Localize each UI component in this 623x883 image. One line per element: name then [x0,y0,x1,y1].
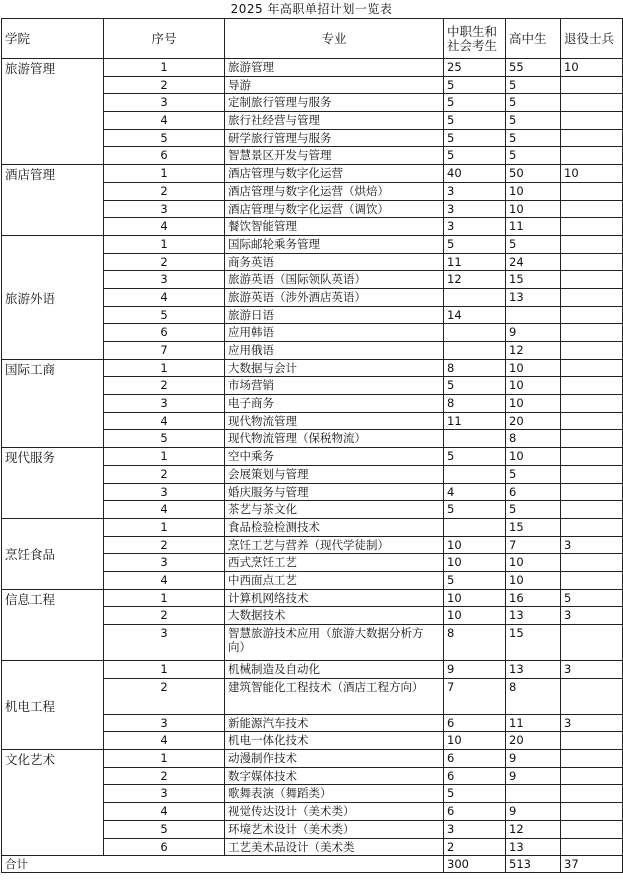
highschool-cell: 5 [506,129,561,147]
vocational-cell: 8 [444,625,506,661]
table-row [2,589,623,607]
college-name: 烹饪食品 [2,518,104,589]
veteran-cell [561,324,623,342]
highschool-cell: 11 [506,218,561,236]
seq-cell: 4 [104,501,225,519]
seq-cell: 2 [104,182,225,200]
vocational-cell: 5 [444,235,506,253]
veteran-cell [561,820,623,838]
highschool-cell: 10 [506,554,561,572]
major-cell: 机械制造及自动化 [225,661,444,679]
highschool-cell: 13 [506,607,561,625]
seq-cell: 2 [104,607,225,625]
page-title: 2025 年高职单招计划一览表 [230,2,393,16]
veteran-cell [561,306,623,324]
highschool-cell: 16 [506,589,561,607]
highschool-cell: 8 [506,430,561,448]
vocational-cell: 3 [444,820,506,838]
highschool-cell: 15 [506,625,561,661]
major-cell: 大数据技术 [225,607,444,625]
vocational-cell: 5 [444,147,506,165]
table-row [2,448,623,466]
major-cell: 茶艺与茶文化 [225,501,444,519]
seq-cell: 4 [104,732,225,750]
seq-cell: 3 [104,785,225,803]
major-cell: 中西面点工艺 [225,571,444,589]
veteran-cell [561,235,623,253]
seq-cell: 3 [104,200,225,218]
veteran-cell [561,395,623,413]
seq-cell: 1 [104,235,225,253]
vocational-cell: 10 [444,607,506,625]
major-cell: 婚庆服务与管理 [225,483,444,501]
highschool-cell: 55 [506,59,561,77]
veteran-cell [561,112,623,130]
total-vocational: 300 [444,856,506,873]
highschool-cell: 20 [506,412,561,430]
veteran-cell [561,76,623,94]
vocational-cell: 25 [444,59,506,77]
major-cell: 现代物流管理 [225,412,444,430]
seq-cell: 2 [104,536,225,554]
highschool-cell: 10 [506,571,561,589]
highschool-cell: 10 [506,359,561,377]
veteran-cell [561,554,623,572]
major-cell: 旅游日语 [225,306,444,324]
highschool-cell: 11 [506,714,561,732]
highschool-cell [506,306,561,324]
highschool-cell: 5 [506,94,561,112]
seq-cell: 1 [104,448,225,466]
vocational-cell: 8 [444,395,506,413]
highschool-cell: 10 [506,377,561,395]
major-cell: 智慧旅游技术应用（旅游大数据分析方向） [225,625,444,661]
vocational-cell: 3 [444,218,506,236]
highschool-cell: 5 [506,501,561,519]
highschool-cell [506,785,561,803]
veteran-cell [561,678,623,714]
table-row [2,661,623,679]
major-cell: 市场营销 [225,377,444,395]
seq-cell: 5 [104,820,225,838]
major-cell: 应用韩语 [225,324,444,342]
seq-cell: 3 [104,625,225,661]
vocational-cell: 6 [444,767,506,785]
vocational-cell [444,342,506,360]
highschool-cell: 5 [506,112,561,130]
highschool-cell: 13 [506,661,561,679]
major-cell: 旅游英语（国际领队英语） [225,271,444,289]
seq-cell: 3 [104,94,225,112]
vocational-cell: 12 [444,271,506,289]
major-cell: 商务英语 [225,253,444,271]
highschool-cell: 9 [506,803,561,821]
veteran-cell [561,483,623,501]
highschool-cell: 10 [506,200,561,218]
highschool-cell: 15 [506,271,561,289]
highschool-cell: 12 [506,342,561,360]
total-label: 合计 [2,856,444,873]
major-cell: 研学旅行管理与服务 [225,129,444,147]
major-cell: 歌舞表演（舞蹈类） [225,785,444,803]
major-cell: 烹饪工艺与营养（现代学徒制） [225,536,444,554]
total-veteran: 37 [561,856,623,873]
veteran-cell [561,147,623,165]
major-cell: 空中乘务 [225,448,444,466]
major-cell: 工艺美术品设计（美术类 [225,838,444,856]
vocational-cell [444,465,506,483]
veteran-cell [561,785,623,803]
table-row [2,359,623,377]
vocational-cell: 10 [444,589,506,607]
major-cell: 会展策划与管理 [225,465,444,483]
highschool-cell: 5 [506,76,561,94]
veteran-cell: 3 [561,714,623,732]
college-name: 国际工商 [2,359,104,447]
total-highschool: 513 [506,856,561,873]
veteran-cell [561,518,623,536]
major-cell: 餐饮智能管理 [225,218,444,236]
veteran-cell [561,129,623,147]
table-row [2,59,623,77]
seq-cell: 3 [104,554,225,572]
major-cell: 环境艺术设计（美术类） [225,820,444,838]
vocational-cell [444,324,506,342]
seq-cell: 5 [104,129,225,147]
seq-cell: 4 [104,218,225,236]
header-seq: 序号 [104,19,225,59]
header-major: 专业 [225,19,444,59]
seq-cell: 5 [104,306,225,324]
veteran-cell [561,342,623,360]
veteran-cell [561,838,623,856]
veteran-cell [561,94,623,112]
veteran-cell [561,501,623,519]
seq-cell: 5 [104,430,225,448]
seq-cell: 2 [104,465,225,483]
veteran-cell [561,732,623,750]
vocational-cell: 3 [444,182,506,200]
table-row [2,750,623,768]
veteran-cell [561,571,623,589]
college-name: 机电工程 [2,661,104,750]
major-cell: 数字媒体技术 [225,767,444,785]
major-cell: 西式烹饪工艺 [225,554,444,572]
college-name: 文化艺术 [2,750,104,856]
seq-cell: 4 [104,803,225,821]
vocational-cell: 8 [444,359,506,377]
highschool-cell: 20 [506,732,561,750]
veteran-cell: 10 [561,59,623,77]
header-veteran: 退役士兵 [561,19,623,59]
major-cell: 定制旅行管理与服务 [225,94,444,112]
major-cell: 机电一体化技术 [225,732,444,750]
veteran-cell [561,359,623,377]
vocational-cell: 10 [444,554,506,572]
highschool-cell: 9 [506,750,561,768]
major-cell: 旅行社经营与管理 [225,112,444,130]
college-name: 旅游管理 [2,59,104,165]
vocational-cell: 6 [444,750,506,768]
veteran-cell [561,377,623,395]
highschool-cell: 5 [506,147,561,165]
seq-cell: 2 [104,253,225,271]
major-cell: 新能源汽车技术 [225,714,444,732]
veteran-cell [561,625,623,661]
highschool-cell: 50 [506,165,561,183]
major-cell: 酒店管理与数字化运营（烘焙） [225,182,444,200]
major-cell: 旅游管理 [225,59,444,77]
veteran-cell [561,271,623,289]
table-row [2,235,623,253]
college-name: 酒店管理 [2,165,104,236]
seq-cell: 3 [104,395,225,413]
highschool-cell: 13 [506,288,561,306]
veteran-cell [561,182,623,200]
vocational-cell: 11 [444,253,506,271]
veteran-cell: 3 [561,661,623,679]
vocational-cell: 5 [444,448,506,466]
seq-cell: 2 [104,767,225,785]
veteran-cell: 3 [561,536,623,554]
vocational-cell: 4 [444,483,506,501]
seq-cell: 1 [104,750,225,768]
veteran-cell [561,448,623,466]
major-cell: 视觉传达设计（美术类） [225,803,444,821]
seq-cell: 4 [104,412,225,430]
vocational-cell: 5 [444,76,506,94]
major-cell: 国际邮轮乘务管理 [225,235,444,253]
seq-cell: 7 [104,342,225,360]
enrollment-table [1,18,623,873]
college-name: 现代服务 [2,448,104,519]
major-cell: 导游 [225,76,444,94]
highschool-cell: 9 [506,767,561,785]
major-cell: 动漫制作技术 [225,750,444,768]
highschool-cell: 9 [506,324,561,342]
highschool-cell: 6 [506,483,561,501]
vocational-cell: 6 [444,803,506,821]
veteran-cell [561,430,623,448]
seq-cell: 2 [104,678,225,714]
vocational-cell: 10 [444,732,506,750]
highschool-cell: 12 [506,820,561,838]
major-cell: 大数据与会计 [225,359,444,377]
veteran-cell [561,412,623,430]
seq-cell: 1 [104,59,225,77]
vocational-cell [444,288,506,306]
major-cell: 应用俄语 [225,342,444,360]
header-vocational: 中职生和社会考生 [444,19,506,59]
vocational-cell: 5 [444,94,506,112]
table-row [2,165,623,183]
vocational-cell: 2 [444,838,506,856]
college-name: 旅游外语 [2,235,104,359]
vocational-cell [444,430,506,448]
veteran-cell [561,200,623,218]
vocational-cell: 5 [444,785,506,803]
seq-cell: 1 [104,359,225,377]
vocational-cell: 6 [444,714,506,732]
highschool-cell: 24 [506,253,561,271]
highschool-cell: 10 [506,395,561,413]
major-cell: 电子商务 [225,395,444,413]
table-row [2,518,623,536]
veteran-cell [561,253,623,271]
college-name: 信息工程 [2,589,104,660]
highschool-cell: 15 [506,518,561,536]
seq-cell: 6 [104,838,225,856]
vocational-cell: 5 [444,571,506,589]
total-row [2,856,623,873]
vocational-cell: 40 [444,165,506,183]
vocational-cell: 5 [444,129,506,147]
seq-cell: 3 [104,483,225,501]
major-cell: 酒店管理与数字化运营（调饮） [225,200,444,218]
highschool-cell: 8 [506,678,561,714]
veteran-cell [561,803,623,821]
vocational-cell: 7 [444,678,506,714]
seq-cell: 6 [104,324,225,342]
seq-cell: 1 [104,518,225,536]
header-college: 学院 [2,19,104,59]
veteran-cell [561,288,623,306]
seq-cell: 3 [104,714,225,732]
major-cell: 建筑智能化工程技术（酒店工程方向） [225,678,444,714]
vocational-cell: 3 [444,200,506,218]
highschool-cell: 10 [506,448,561,466]
seq-cell: 4 [104,288,225,306]
seq-cell: 2 [104,377,225,395]
header-highschool: 高中生 [506,19,561,59]
major-cell: 智慧景区开发与管理 [225,147,444,165]
highschool-cell: 5 [506,235,561,253]
veteran-cell: 5 [561,589,623,607]
header-row [2,19,623,59]
seq-cell: 6 [104,147,225,165]
major-cell: 旅游英语（涉外酒店英语） [225,288,444,306]
seq-cell: 1 [104,661,225,679]
major-cell: 计算机网络技术 [225,589,444,607]
seq-cell: 4 [104,112,225,130]
seq-cell: 3 [104,271,225,289]
veteran-cell: 3 [561,607,623,625]
vocational-cell: 10 [444,536,506,554]
seq-cell: 4 [104,571,225,589]
highschool-cell: 7 [506,536,561,554]
vocational-cell: 9 [444,661,506,679]
major-cell: 食品检验检测技术 [225,518,444,536]
vocational-cell: 11 [444,412,506,430]
seq-cell: 2 [104,76,225,94]
vocational-cell: 5 [444,112,506,130]
highschool-cell: 13 [506,838,561,856]
vocational-cell [444,518,506,536]
major-cell: 酒店管理与数字化运营 [225,165,444,183]
highschool-cell: 5 [506,465,561,483]
vocational-cell: 5 [444,501,506,519]
veteran-cell [561,767,623,785]
vocational-cell: 5 [444,377,506,395]
veteran-cell [561,750,623,768]
highschool-cell: 10 [506,182,561,200]
veteran-cell [561,218,623,236]
major-cell: 现代物流管理（保税物流） [225,430,444,448]
veteran-cell [561,465,623,483]
seq-cell: 1 [104,165,225,183]
seq-cell: 1 [104,589,225,607]
veteran-cell: 10 [561,165,623,183]
vocational-cell: 14 [444,306,506,324]
